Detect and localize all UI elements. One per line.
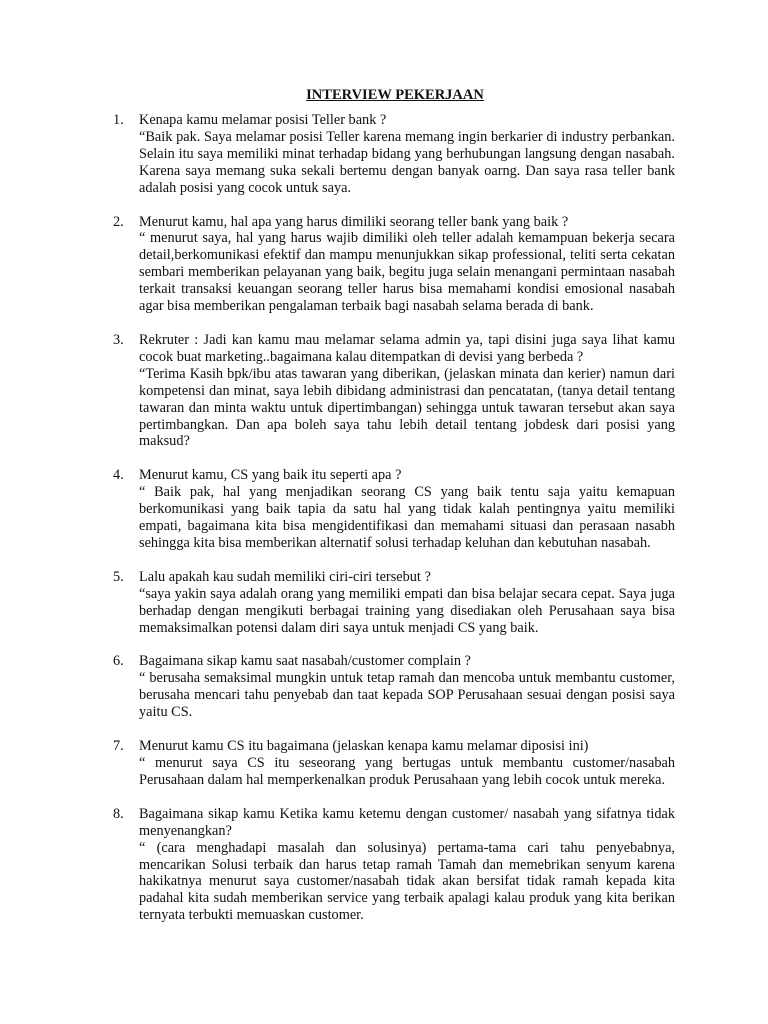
list-item — [113, 569, 675, 637]
item-number: 5. — [113, 568, 124, 585]
question-text: Kenapa kamu melamar posisi Teller bank ? — [139, 112, 387, 128]
question-text: Menurut kamu, hal apa yang harus dimiliki seorang teller bank yang baik ? — [139, 213, 569, 230]
question-text: Rekruter : Jadi kan kamu mau melamar selama admin ya, tapi disini juga saya lihat kamu cocok buat marketing..bagaimana kalau ditempatkan di devisi yang berbeda ? — [139, 331, 675, 365]
question-text: Lalu apakah kau sudah memiliki ciri-ciri tersebut ? — [139, 568, 431, 585]
question-text: Bagaimana sikap kamu Ketika kamu ketemu dengan customer/ nasabah yang sifatnya tidak menyenangkan? — [139, 805, 675, 839]
answer-text: “Baik pak. Saya melamar posisi Teller karena memang ingin berkarier di industry perbankan. Selain itu saya memiliki minat terhadap bidang yang berhubungan langsung dengan nasabah. Karena saya memang suka sekali bertemu dengan banyak oarng. Dan saya rasa teller bank adalah posisi yang cocok untuk saya. — [139, 128, 675, 196]
list-item — [113, 332, 675, 450]
list-item — [113, 112, 675, 197]
document-title: INTERVIEW PEKERJAAN — [306, 87, 484, 103]
answer-text: “ Baik pak, hal yang menjadikan seorang CS yang baik tentu saja yaitu kemapuan berkomunikasi yang baik tapia da satu hal yang tidak kalah pentingnya yaitu memiliki empati, bagaimana kita bisa mengidentifikasi dan memahami situasi dan perasaan nasabh sehingga kita bisa memberikan alternatif solusi terhadap keluhan dan kebutuhan nasabah. — [139, 484, 675, 551]
item-number: 7. — [113, 738, 124, 755]
item-number: 1. — [113, 112, 124, 128]
question-list — [113, 112, 675, 941]
item-number: 4. — [113, 467, 124, 484]
list-item — [113, 653, 675, 721]
list-item — [113, 467, 675, 552]
item-number: 8. — [113, 805, 124, 822]
item-number: 3. — [113, 331, 124, 348]
list-item — [113, 214, 675, 315]
answer-text: “ (cara menghadapi masalah dan solusinya) pertama-tama cari tahu penyebabnya, mencarikan Solusi terbaik dan harus tetap ramah Tamah dan memebrikan senyum karena hakikatnya menurut saya customer/nasabah tidak akan bersifat tidak ramah kepada kita padahal kita sudah memberikan service yang terbaik apalagi kalau produk yang kita berikan ternyata terbukti memuaskan customer. — [139, 839, 675, 924]
question-text: Bagaimana sikap kamu saat nasabah/customer complain ? — [139, 653, 471, 670]
question-text: Menurut kamu, CS yang baik itu seperti apa ? — [139, 467, 402, 484]
answer-text: “ berusaha semaksimal mungkin untuk tetap ramah dan mencoba untuk membantu customer, berusaha mencari tahu penyebab dan taat kepada SOP Perusahaan sesuai dengan posisi saya yaitu CS. — [139, 670, 675, 721]
item-number: 6. — [113, 653, 124, 670]
answer-text: “saya yakin saya adalah orang yang memiliki empati dan bisa belajar secara cepat. Saya juga berhadap dengan mengikuti berbagai training yang disediakan oleh Perusahaan saya bisa memaksimalkan potensi dalam diri saya untuk menjadi CS yang baik. — [139, 585, 675, 636]
list-item — [113, 738, 675, 789]
answer-text: “ menurut saya, hal yang harus wajib dimiliki oleh teller adalah kemampuan bekerja secara detail,berkomunikasi efektif dan mampu menunjukkan sikap professional, teliti serta cekatan sembari memberikan pelayanan yang baik, begitu juga selain menangani permintaan nasabah terkait transaksi keuangan seorang teller harus bisa memahami kondisi emosional nasabah agar bisa memberikan pengalaman terbaik bagi nasabah selama berada di bank. — [139, 230, 675, 315]
item-number: 2. — [113, 213, 124, 230]
question-text: Menurut kamu CS itu bagaimana (jelaskan kenapa kamu melamar diposisi ini) — [139, 738, 589, 755]
answer-text: “ menurut saya CS itu seseorang yang bertugas untuk membantu customer/nasabah Perusahaan dalam hal memperkenalkan produk Perusahaan yang lebih cocok untuk mereka. — [139, 755, 675, 788]
list-item — [113, 806, 675, 924]
answer-text: “Terima Kasih bpk/ibu atas tawaran yang diberikan, (jelaskan minata dan kerier) namun dari kompetensi dan minat, saya lebih dibidang administrasi dan pencatatan, (tanya detail tentang tawaran dan minta waktu untuk dipertimbangan) sehingga untuk tawaran tersebut akan saya pertimbangkan. Dan apa boleh saya tahu lebih detail tentang jobdesk dari posisi yang maksud? — [139, 365, 675, 450]
